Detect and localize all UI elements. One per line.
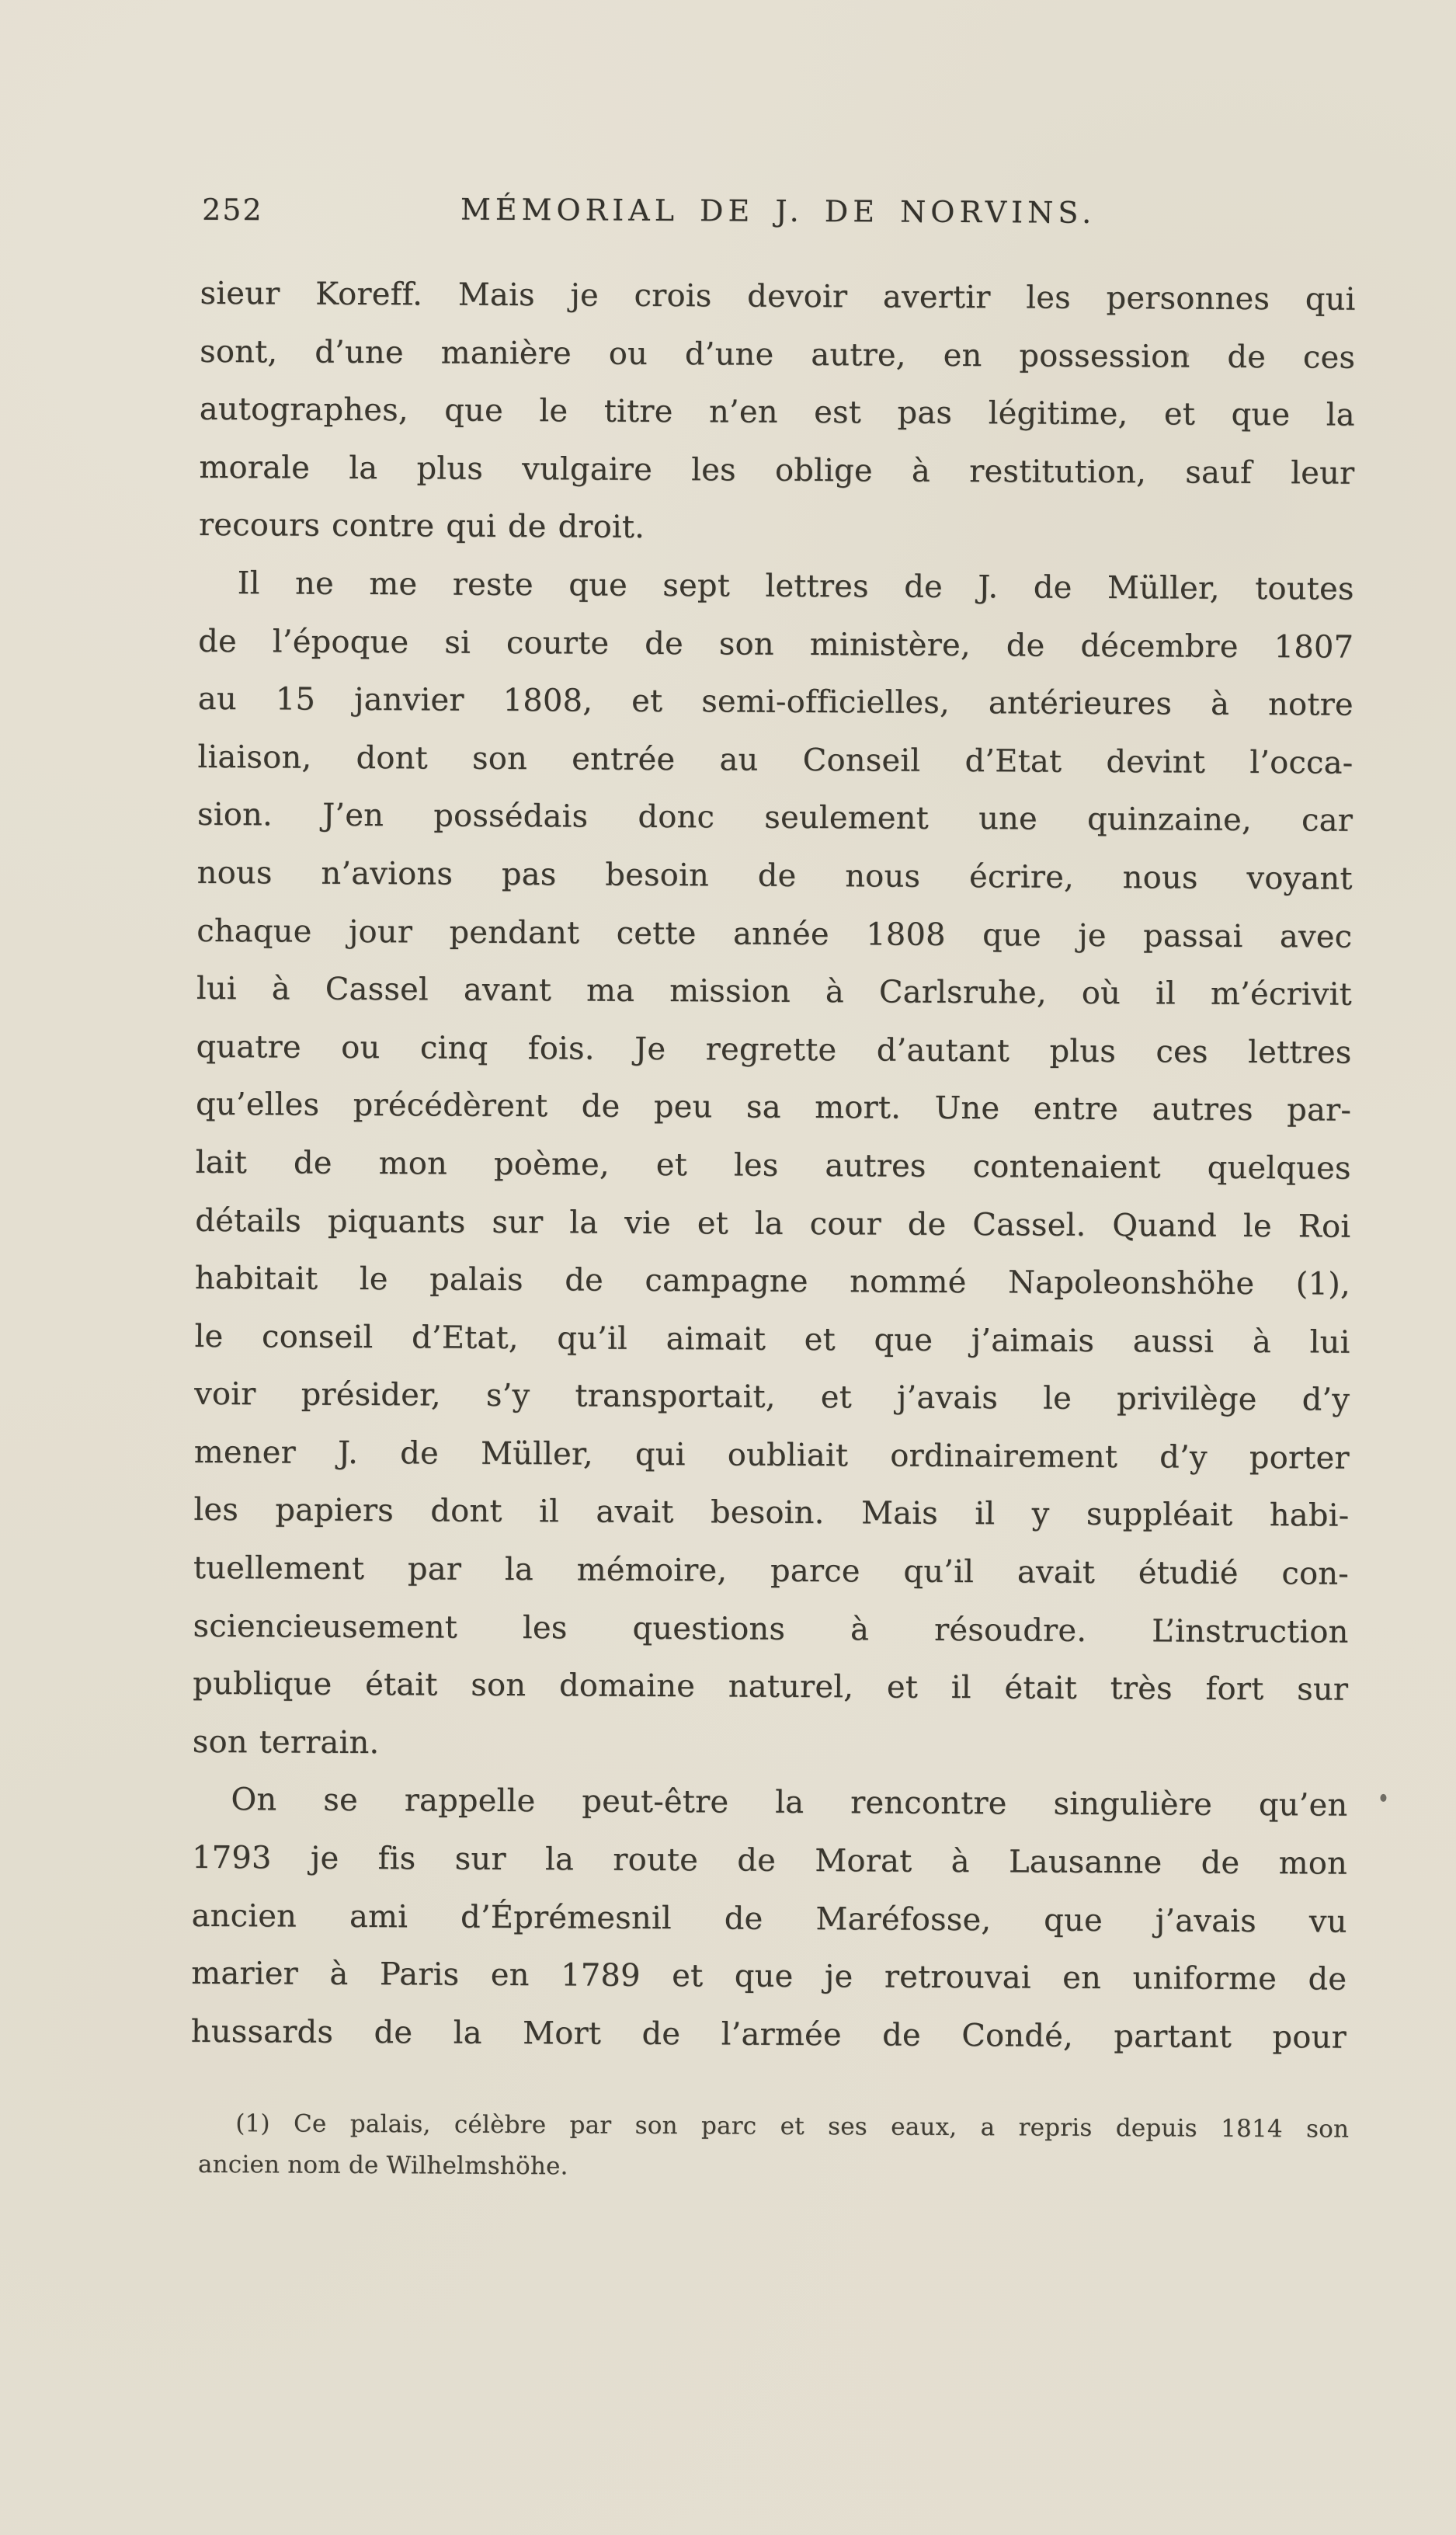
running-title: MÉMORIAL DE J. DE NORVINS. <box>460 192 1096 230</box>
text-line: sciencieusement les questions à résoudre. L’instruction <box>193 1608 1349 1650</box>
running-header <box>200 191 1356 238</box>
text-line: son terrain. <box>192 1723 380 1761</box>
text-line: lait de mon poème, et les autres contenaient quelques <box>195 1144 1351 1187</box>
text-line: nous n’avions pas besoin de nous écrire, nous voyant <box>196 854 1353 897</box>
text-line: Il ne me reste que sept lettres de J. de Müller, toutes <box>237 565 1354 607</box>
text-line: sieur Koreff. Mais je crois devoir avertir les personnes qui <box>200 275 1356 318</box>
text-line: On se rappelle peut-être la rencontre singulière qu’en <box>231 1782 1348 1824</box>
footnote-line: (1) Ce palais, célèbre par son parc et ses eaux, a repris depuis 1814 son <box>235 2109 1350 2144</box>
footnote <box>198 2103 1350 2192</box>
text-line: chaque jour pendant cette année 1808 que je passai avec <box>196 913 1353 955</box>
scan-artifact-dot <box>1380 1794 1386 1802</box>
footnote-line: ancien nom de Wilhelmshöhe. <box>197 2150 568 2181</box>
body-text <box>191 265 1356 2067</box>
text-line: le conseil d’Etat, qu’il aimait et que j’aimais aussi à lui <box>194 1318 1350 1361</box>
text-line: recours contre qui de droit. <box>198 507 645 546</box>
text-line: liaison, dont son entrée au Conseil d’Etat devint l’occa- <box>197 739 1353 781</box>
text-line: voir présider, s’y transportait, et j’avais le privilège d’y <box>194 1376 1350 1418</box>
text-line: autographes, que le titre n’en est pas légitime, et que la <box>199 391 1355 433</box>
text-line: 1793 je fis sur la route de Morat à Lausanne de mon <box>191 1839 1348 1882</box>
text-line: sont, d’une manière ou d’une autre, en possession de ces <box>200 333 1356 376</box>
text-line: morale la plus vulgaire les oblige à restitution, sauf leur <box>199 449 1355 492</box>
text-line: mener J. de Müller, qui oubliait ordinairement d’y porter <box>193 1434 1350 1476</box>
text-line: publique était son domaine naturel, et il était très fort sur <box>193 1666 1349 1708</box>
page-number: 252 <box>202 192 263 228</box>
scan-speck <box>1185 353 1189 358</box>
text-line: ancien ami d’Éprémesnil de Maréfosse, que j’avais vu <box>191 1897 1347 1940</box>
text-line: les papiers dont il avait besoin. Mais il y suppléait habi- <box>193 1492 1350 1535</box>
text-line: quatre ou cinq fois. Je regrette d’autant plus ces lettres <box>196 1028 1352 1071</box>
text-line: de l’époque si courte de son ministère, de décembre 1807 <box>198 623 1354 666</box>
text-line: au 15 janvier 1808, et semi-officielles, antérieures à notre <box>197 681 1353 723</box>
text-line: lui à Cassel avant ma mission à Carlsruhe, où il m’écrivit <box>196 970 1353 1013</box>
text-line: habitait le palais de campagne nommé Napoleonshöhe (1), <box>194 1260 1351 1302</box>
text-line: hussards de la Mort de l’armée de Condé, partant pour <box>190 2013 1347 2056</box>
text-line: tuellement par la mémoire, parce qu’il avait étudié con- <box>193 1549 1350 1592</box>
text-line: détails piquants sur la vie et la cour de Cassel. Quand le Roi <box>195 1202 1351 1245</box>
text-line: sion. J’en possédais donc seulement une quinzaine, car <box>196 797 1353 840</box>
text-line: marier à Paris en 1789 et que je retrouvai en uniforme de <box>191 1956 1347 1998</box>
text-line: qu’elles précédèrent de peu sa mort. Une entre autres par- <box>196 1087 1352 1128</box>
